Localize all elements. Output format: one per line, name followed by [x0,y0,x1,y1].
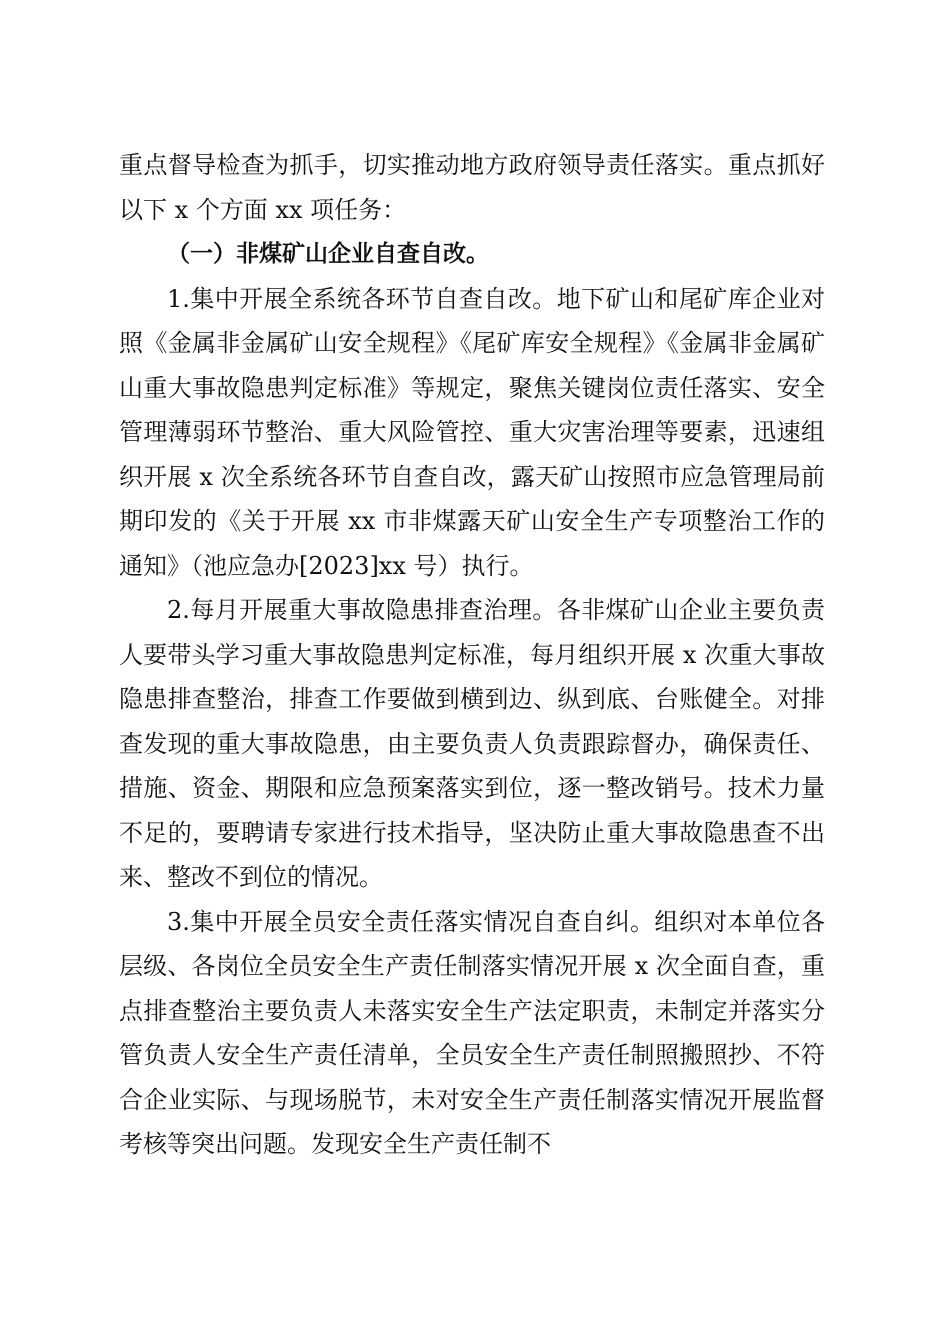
paragraph-item-1: 1.集中开展全系统各环节自查自改。地下矿山和尾矿库企业对照《金属非金属矿山安全规程》《尾矿库安全规程》《金属非金属矿山重大事故隐患判定标准》等规定，聚焦关键岗位责任落实、安全管理薄弱环节整治、重大风险管控、重大灾害治理等要素，迅速组织开展 x 次全系统各环节自查自改，露天矿山按照市应急管理局前期印发的《关于开展 xx 市非煤露天矿山安全生产专项整治工作的通知》（池应急办[2023]xx 号）执行。 [119,284,825,580]
paragraph-continuation: 重点督导检查为抓手，切实推动地方政府领导责任落实。重点抓好以下 x 个方面 xx 项任务： [119,151,825,224]
section-heading: （一）非煤矿山企业自查自改。 [167,241,489,267]
paragraph-item-2: 2.每月开展重大事故隐患排查治理。各非煤矿山企业主要负责人要带头学习重大事故隐患判定标准，每月组织开展 x 次重大事故隐患排查整治，排查工作要做到横到边、纵到底、台账健全。对排查发现的重大事故隐患，由主要负责人负责跟踪督办，确保责任、措施、资金、期限和应急预案落实到位，逐一整改销号。技术力量不足的，要聘请专家进行技术指导，坚决防止重大事故隐患查不出来、整改不到位的情况。 [119,596,825,891]
document-body [119,143,825,1167]
paragraph-item-3: 3.集中开展全员安全责任落实情况自查自纠。组织对本单位各层级、各岗位全员安全生产责任制落实情况开展 x 次全面自查，重点排查整治主要负责人未落实安全生产法定职责，未制定并落实分管负责人安全生产责任清单，全员安全生产责任制照搬照抄、不符合企业实际、与现场脱节，未对安全生产责任制落实情况开展监督考核等突出问题。发现安全生产责任制不 [119,907,825,1158]
